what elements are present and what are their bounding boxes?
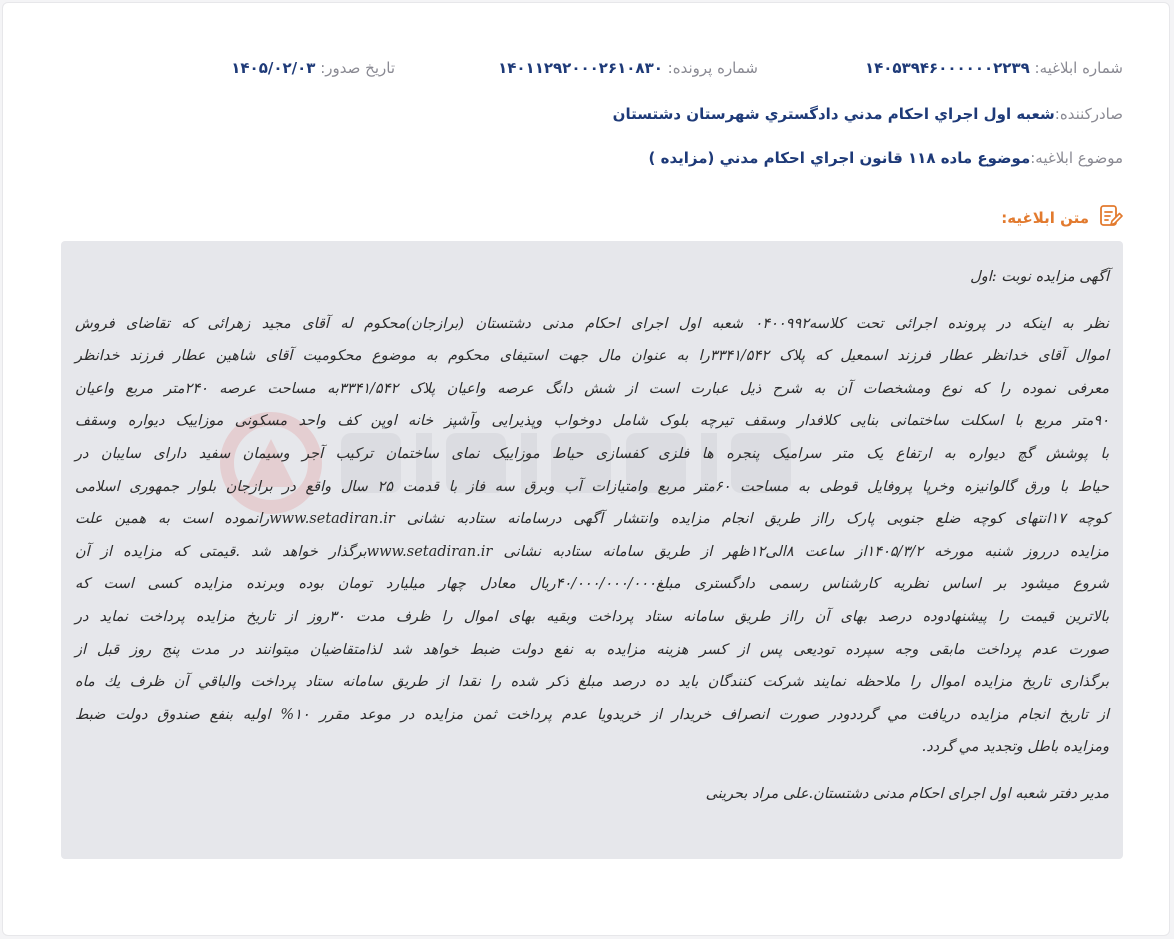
notice-line: ۹۰متر مربع با اسکلت ساختمانی بنایی کلافدار وسقف تیرچه بلوک شامل دوخواب وپذیرایی وآشپز خانه اوپن کف واحد مسکونی موزاییک دیواره وسقف xyxy=(75,413,1109,430)
issue-date-label: تاریخ صدور: xyxy=(320,59,395,77)
notice-text-header xyxy=(1001,203,1123,233)
notice-line: اموال آقای خدانظر عطار فرزند اسمعیل که پلاک ۳۳۴۱/۵۴۲را به عنوان مال جهت استیفای محکوم به موضوع محکومیت آقای شاهین عطار فرزند خدانظر xyxy=(75,348,1109,365)
issue-date-value: ۱۴۰۵/۰۲/۰۳ xyxy=(231,59,316,77)
notice-meta-row xyxy=(49,59,1123,85)
notice-card xyxy=(2,2,1170,936)
case-number-value: ۱۴۰۱۱۲۹۲۰۰۰۲۶۱۰۸۳۰ xyxy=(498,59,663,77)
notice-line: بالاترین قیمت را پیشنهادوده درصد بهای آن رااز طریق سامانه ستاد پرداخت وبقیه بهای اموال را ظرف مدت ۳۰روز از تاریخ مزایده پرداخت نماید در xyxy=(75,608,1109,625)
auction-heading: آگهی مزایده نوبت :اول xyxy=(970,269,1109,285)
subject-label: موضوع ابلاغیه: xyxy=(1030,149,1123,167)
issuer-value: شعبه اول اجراي احكام مدني دادگستري شهرستان دشتستان xyxy=(612,105,1055,123)
notice-line: مزایده درروز شنبه مورخه ۱۴۰۵/۳/۲از ساعت ۸الی۱۲ظهر از طریق سامانه ستادبه نشانی www.setadiran.irبرگذار خواهد شد .قیمتی که مزایده از آن xyxy=(75,543,1109,560)
notice-line: شروع میشود بر اساس نظریه کارشناس رسمی دادگستری مبلغ۴۰/۰۰۰/۰۰۰/۰۰۰ریال معادل چهار میلیارد تومان بوده وبرنده مزایده کسی است که xyxy=(75,576,1109,593)
notice-line: معرفی نموده را که نوع ومشخصات آن به شرح ذیل عبارت است از شش دانگ عرصه واعیان پلاک ۳۳۴۱/۵۴۲به مساحت عرصه ۲۴۰متر مربع واعیان xyxy=(75,380,1109,397)
notice-line: برگذاری تاریخ مزایده اموال را ملاحظه نمایند شرکت کنندگان باید ده درصد مبلغ ذکر شده را نقدا از طریق سامانه ستاد پرداخت والباقي آن ظرف يك ماه xyxy=(75,674,1109,691)
notice-number-value: ۱۴۰۵۳۹۴۶۰۰۰۰۰۰۲۲۳۹ xyxy=(864,59,1030,77)
subject-row xyxy=(49,145,1123,171)
notice-line: از تاريخ انجام مزايده دريافت مي گرددودر صورت انصراف خريدار از خريدويا عدم پرداخت ثمن مزايده در موعد مقرر ۱۰% اوليه بنفع صندوق دولت ضبط xyxy=(75,706,1109,723)
issue-date-field xyxy=(231,59,395,77)
notice-number-label: شماره ابلاغیه: xyxy=(1034,59,1123,77)
notice-text-box xyxy=(61,241,1123,859)
notice-number-field xyxy=(865,59,1123,77)
case-number-field xyxy=(498,59,758,77)
notice-line: با پوشش گچ دیواره به ارتفاع یک متر سرامیک پنجره ها فلزی کفسازی حیاط موزاییک نمای ساختمان ترکیب آجر وسیمان سفید دارای سایبان در xyxy=(75,445,1109,462)
issuer-row xyxy=(49,101,1123,127)
notice-line: صورت عدم پرداخت مابقی وجه سپرده تودیعی پس از کسر هزینه مزایده به نفع دولت ضبط خواهد شد لذامتقاضیان میتوانند در مدت پنج روز قبل از xyxy=(75,641,1109,658)
notice-line: کوچه ۱۷انتهای کوچه ضلع جنوبی پارک رااز طریق انجام مزایده وانتشار آگهی درسامانه ستادبه نشانی www.setadiran.irرانموده است به همین علت xyxy=(75,511,1109,528)
issuer-label: صادرکننده: xyxy=(1054,105,1123,123)
notice-line: حیاط با ورق گالوانیزه وخرپا پروفایل قوطی به مساحت ۶۰متر مربع وامتیازات آب وبرق سه فاز با قدمت ۲۵ سال واقع در برازجان بلوار جمهوری اسلامی xyxy=(75,478,1109,495)
case-number-label: شماره پرونده: xyxy=(667,59,758,77)
note-edit-icon xyxy=(1097,203,1123,233)
signature-line: مدیر دفتر شعبه اول اجرای احکام مدنی دشتستان.علی مراد بحرینی xyxy=(705,785,1109,802)
notice-text-title: متن ابلاغیه: xyxy=(1001,209,1089,227)
notice-line: ومزايده باطل وتجديد مي گردد. xyxy=(921,739,1109,756)
subject-value: موضوع ماده ۱۱۸ قانون اجراي احكام مدني (مزايده ) xyxy=(648,149,1031,167)
notice-line: نظر به اینکه در پرونده اجرائی تحت کلاسه۰۴۰۰۹۹۲ شعبه اول اجرای احکام مدنی دشتستان (برازجان)محکوم له آقای مجید زهرائی که تقاضای فروش xyxy=(75,315,1109,332)
notice-text xyxy=(75,261,1109,811)
